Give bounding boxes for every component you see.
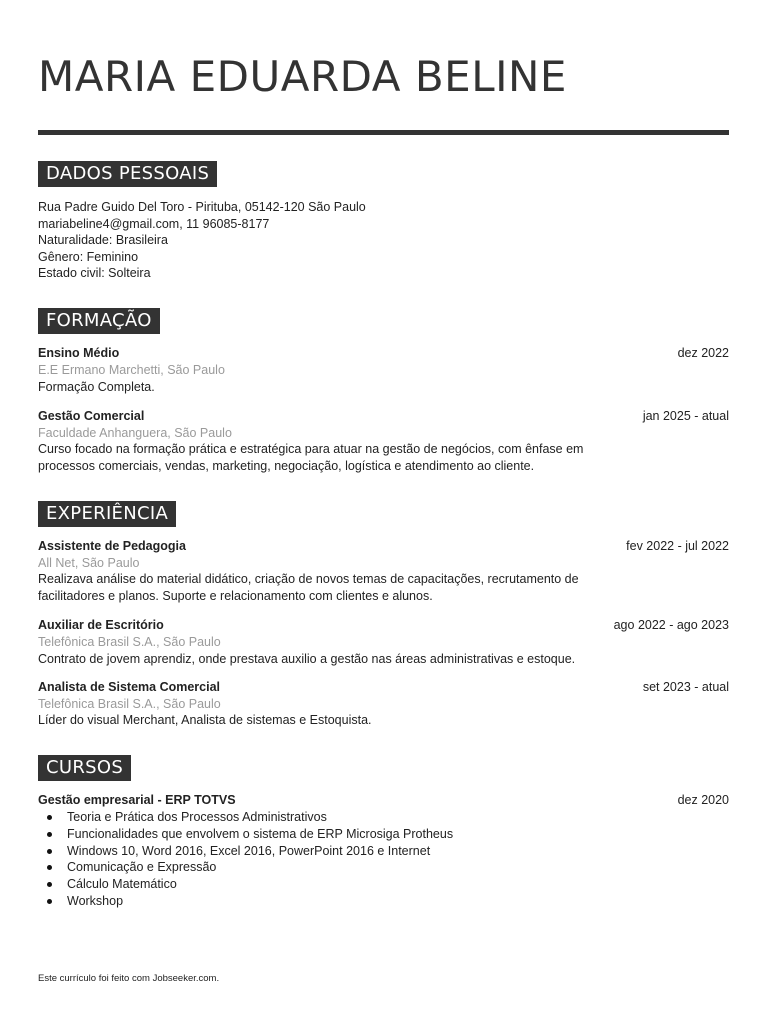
education-date: jan 2025 - atual [642,409,729,423]
bullet-icon [47,899,52,904]
experience-entry-header [38,617,729,634]
footer-note: Este currículo foi feito com Jobseeker.com. [38,973,220,984]
list-item [38,826,729,843]
experience-description: Contrato de jovem aprendiz, onde prestava auxilio a gestão nas áreas administrativas e estoque. [38,652,576,666]
course-topics-list [38,809,729,910]
section-title-education: FORMAÇÃO [38,308,160,334]
education-entry-header [38,345,729,362]
education-description: Formação Completa. [38,380,155,394]
experience-title: Analista de Sistema Comercial [38,680,221,694]
course-topic: Cálculo Matemático [67,877,177,892]
experience-date: ago 2022 - ago 2023 [613,618,729,632]
education-title: Ensino Médio [38,346,120,360]
bullet-icon [47,832,52,837]
list-item [38,843,729,860]
course-title: Gestão empresarial - ERP TOTVS [38,793,236,807]
civil-status-line: Estado civil: Solteira [38,266,151,280]
address-line: Rua Padre Guido Del Toro - Pirituba, 05142-120 São Paulo [38,200,366,214]
header-divider [38,130,729,135]
experience-title: Auxiliar de Escritório [38,618,164,632]
education-description: processos comerciais, vendas, marketing, negociação, logística e atendimento ao cliente. [38,459,535,473]
nationality-line: Naturalidade: Brasileira [38,233,168,247]
experience-company: Telefônica Brasil S.A., São Paulo [38,635,221,649]
course-topic: Comunicação e Expressão [67,860,217,875]
experience-date: fev 2022 - jul 2022 [626,539,729,553]
experience-description: Realizava análise do material didático, criação de novos temas de capacitações, recrutamento de [38,572,579,586]
experience-description: Líder do visual Merchant, Analista de sistemas e Estoquista. [38,713,372,727]
list-item [38,876,729,893]
experience-description: facilitadores e planos. Suporte e relacionamento com clientes e alunos. [38,589,433,603]
course-topic: Windows 10, Word 2016, Excel 2016, PowerPoint 2016 e Internet [67,843,431,858]
contact-line: mariabeline4@gmail.com, 11 96085-8177 [38,217,270,231]
experience-title: Assistente de Pedagogia [38,539,186,553]
bullet-icon [47,882,52,887]
experience-date: set 2023 - atual [642,680,729,694]
course-topic: Funcionalidades que envolvem o sistema de ERP Microsiga Protheus [67,826,454,841]
experience-entry-header [38,679,729,696]
education-entry-header [38,408,729,425]
course-entry-header [38,792,729,809]
bullet-icon [47,815,52,820]
experience-company: All Net, São Paulo [38,556,140,570]
list-item [38,893,729,910]
experience-company: Telefônica Brasil S.A., São Paulo [38,697,221,711]
list-item [38,859,729,876]
candidate-name: MARIA EDUARDA BELINE [38,52,567,101]
bullet-icon [47,865,52,870]
gender-line: Gênero: Feminino [38,250,139,264]
section-title-experience: EXPERIÊNCIA [38,501,176,527]
education-institution: Faculdade Anhanguera, São Paulo [38,426,232,440]
course-topic: Teoria e Prática dos Processos Administrativos [67,810,327,824]
bullet-icon [47,849,52,854]
experience-entry-header [38,538,729,555]
list-item [38,809,729,826]
education-title: Gestão Comercial [38,409,145,423]
course-date: dez 2020 [677,793,729,807]
section-title-courses: CURSOS [38,755,131,781]
course-topic: Workshop [67,893,124,908]
section-title-personal: DADOS PESSOAIS [38,161,217,187]
education-description: Curso focado na formação prática e estratégica para atuar na gestão de negócios, com ênfase em [38,442,584,456]
education-date: dez 2022 [677,346,729,360]
education-institution: E.E Ermano Marchetti, São Paulo [38,363,225,377]
